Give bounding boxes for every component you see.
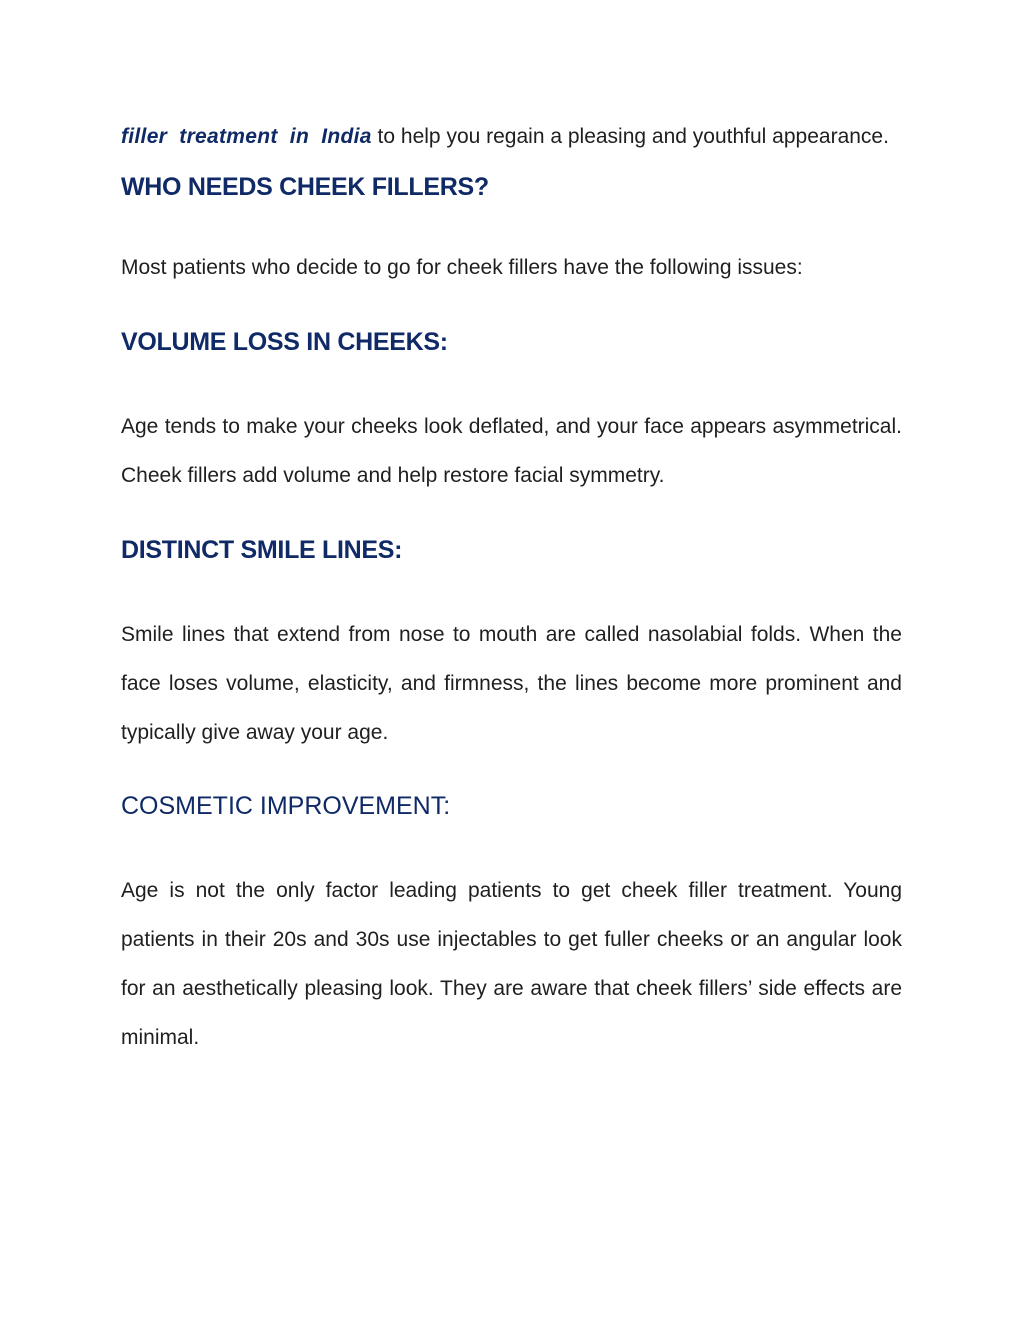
paragraph-who-needs: Most patients who decide to go for cheek fillers have the following issues: [121, 256, 803, 279]
paragraph-smile-lines: Smile lines that extend from nose to mouth are called nasolabial folds. When the face loses volume, elasticity, and firmness, the lines become more prominent and typically give away your age. [121, 623, 902, 744]
intro-paragraph [121, 112, 902, 161]
heading-smile-lines: DISTINCT SMILE LINES: [121, 536, 403, 564]
document-page [121, 112, 902, 1062]
paragraph-volume-loss: Age tends to make your cheeks look deflated, and your face appears asymmetrical. Cheek fillers add volume and help restore facial symmetry. [121, 415, 902, 487]
heading-who-needs-cheek-fillers: WHO NEEDS CHEEK FILLERS? [121, 173, 489, 201]
intro-text: to help you regain a pleasing and youthful appearance. [371, 125, 889, 148]
heading-volume-loss: VOLUME LOSS IN CHEEKS: [121, 328, 448, 356]
heading-cosmetic-improvement: COSMETIC IMPROVEMENT: [121, 792, 451, 820]
filler-treatment-link[interactable]: filler treatment in India [121, 125, 372, 148]
paragraph-cosmetic-improvement: Age is not the only factor leading patients to get cheek filler treatment. Young patients in their 20s and 30s use injectables to get fuller cheeks or an angular look for an aesthetically pleasing look. They are aware that cheek fillers’ side effects are minimal. [121, 879, 902, 1049]
